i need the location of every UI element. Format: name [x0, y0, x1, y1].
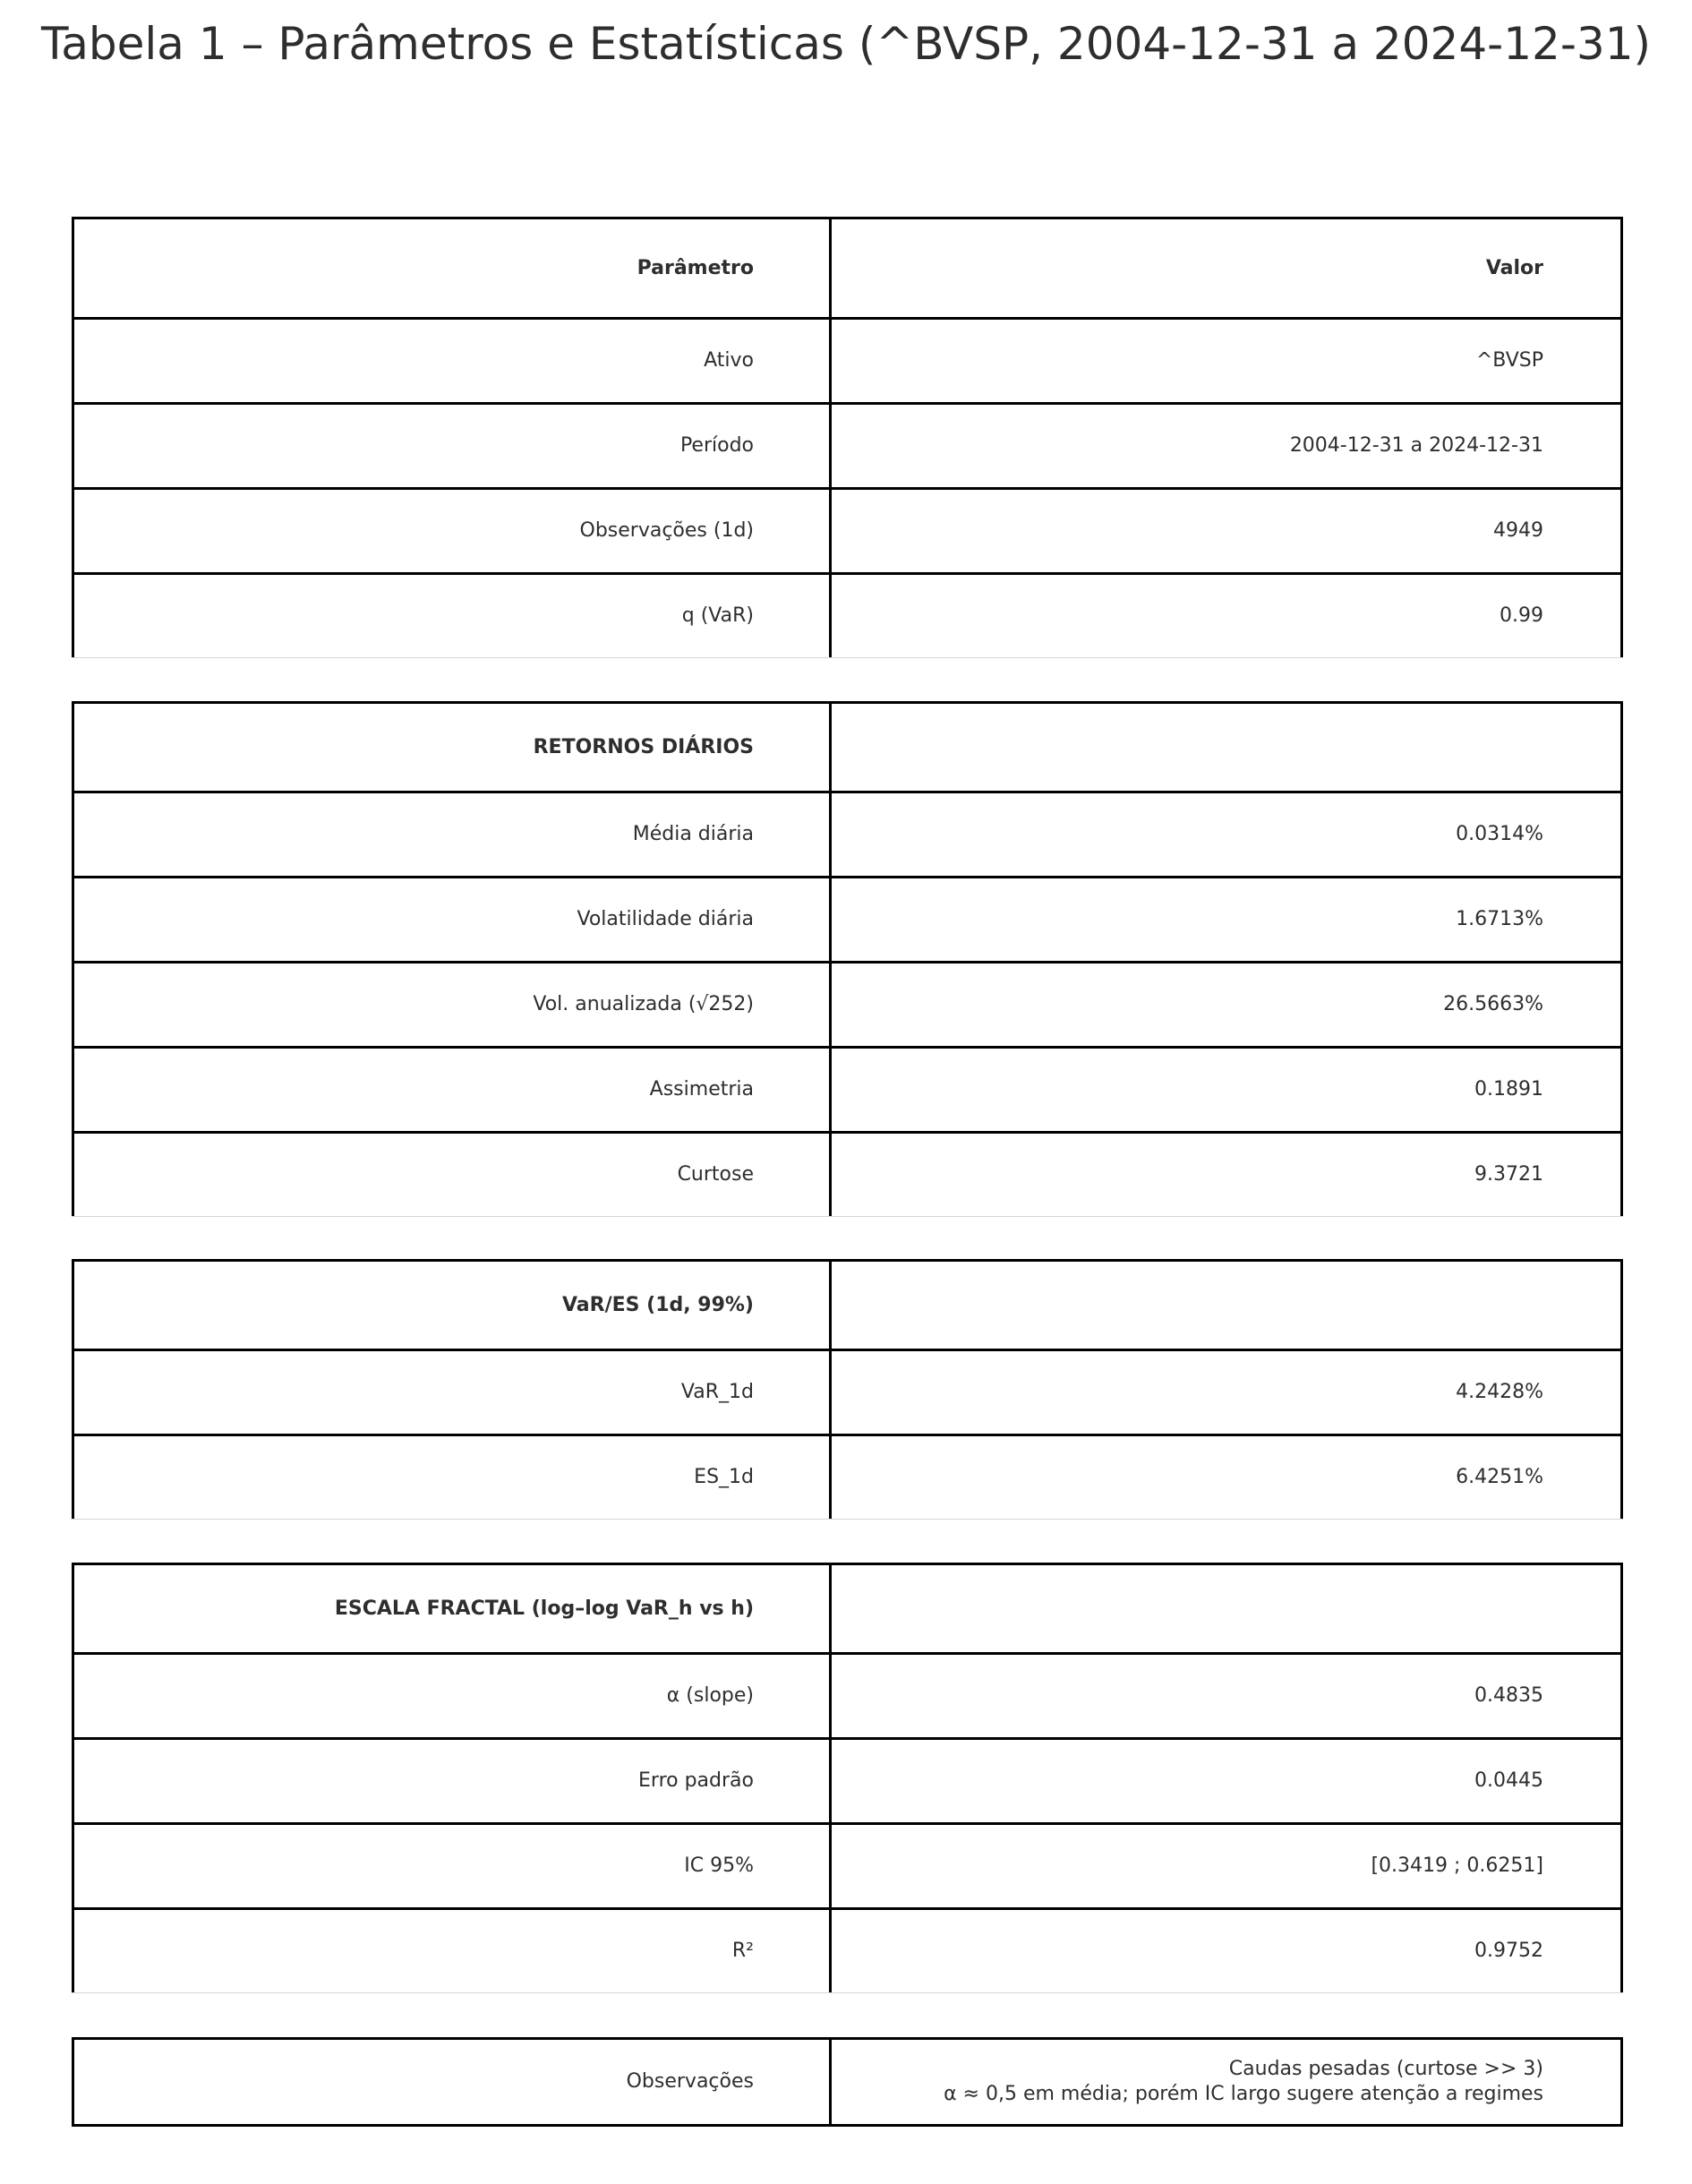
param-cell: α (slope): [72, 1655, 832, 1737]
empty-cell: [832, 1565, 1623, 1652]
section-heading: ESCALA FRACTAL (log–log VaR_h vs h): [72, 1565, 832, 1652]
value-cell: 0.99: [832, 575, 1623, 657]
param-cell: Ativo: [72, 320, 832, 402]
section-heading: VaR/ES (1d, 99%): [72, 1262, 832, 1349]
returns-section: [72, 701, 1623, 1217]
param-cell: Vol. anualizada (√252): [72, 964, 832, 1046]
empty-cell: [832, 1262, 1623, 1349]
empty-cell: [832, 704, 1623, 791]
value-cell: 4.2428%: [832, 1351, 1623, 1434]
general-section: [72, 217, 1623, 658]
header-value: Valor: [832, 219, 1623, 317]
table-row: [72, 1740, 1623, 1825]
value-cell: 1.6713%: [832, 878, 1623, 961]
table-row: [72, 1655, 1623, 1740]
table-row: [72, 1351, 1623, 1436]
table-row: [72, 1825, 1623, 1910]
value-cell: 0.0445: [832, 1740, 1623, 1822]
value-cell: 26.5663%: [832, 964, 1623, 1046]
table-row: [72, 575, 1623, 658]
param-cell: VaR_1d: [72, 1351, 832, 1434]
param-cell: Erro padrão: [72, 1740, 832, 1822]
table-row: [72, 1910, 1623, 1993]
notes-row: [72, 2040, 1623, 2127]
notes-section: [72, 2037, 1623, 2127]
var-es-section: [72, 1259, 1623, 1520]
table-row: [72, 1049, 1623, 1134]
table-row: [72, 1134, 1623, 1217]
notes-label: Observações: [72, 2040, 832, 2124]
section-heading: RETORNOS DIÁRIOS: [72, 704, 832, 791]
table-row: [72, 964, 1623, 1049]
value-cell: 0.0314%: [832, 793, 1623, 876]
value-cell: ^BVSP: [832, 320, 1623, 402]
header-param: Parâmetro: [72, 219, 832, 317]
param-cell: IC 95%: [72, 1825, 832, 1907]
table-row: [72, 405, 1623, 490]
value-cell: 0.9752: [832, 1910, 1623, 1992]
table-header-row: [72, 219, 1623, 320]
param-cell: Período: [72, 405, 832, 487]
param-cell: Observações (1d): [72, 490, 832, 572]
value-cell: 9.3721: [832, 1134, 1623, 1216]
table-row: [72, 320, 1623, 405]
param-cell: ES_1d: [72, 1436, 832, 1519]
notes-line: α ≈ 0,5 em média; porém IC largo sugere atenção a regimes: [944, 2083, 1543, 2105]
table-row: [72, 1436, 1623, 1520]
notes-line: Caudas pesadas (curtose >> 3): [1228, 2058, 1543, 2080]
param-cell: Assimetria: [72, 1049, 832, 1131]
value-cell: 0.1891: [832, 1049, 1623, 1131]
param-cell: Volatilidade diária: [72, 878, 832, 961]
table-row: [72, 793, 1623, 878]
value-cell: 6.4251%: [832, 1436, 1623, 1519]
param-cell: R²: [72, 1910, 832, 1992]
table-row: [72, 490, 1623, 575]
section-heading-row: [72, 1565, 1623, 1655]
param-cell: q (VaR): [72, 575, 832, 657]
table-title: Tabela 1 – Parâmetros e Estatísticas (^BVSP, 2004-12-31 a 2024-12-31): [40, 18, 1652, 70]
value-cell: 4949: [832, 490, 1623, 572]
table-row: [72, 878, 1623, 964]
section-heading-row: [72, 1262, 1623, 1351]
value-cell: 2004-12-31 a 2024-12-31: [832, 405, 1623, 487]
notes-value: [832, 2040, 1623, 2124]
fractal-section: [72, 1563, 1623, 1993]
value-cell: [0.3419 ; 0.6251]: [832, 1825, 1623, 1907]
param-cell: Média diária: [72, 793, 832, 876]
param-cell: Curtose: [72, 1134, 832, 1216]
value-cell: 0.4835: [832, 1655, 1623, 1737]
section-heading-row: [72, 704, 1623, 793]
